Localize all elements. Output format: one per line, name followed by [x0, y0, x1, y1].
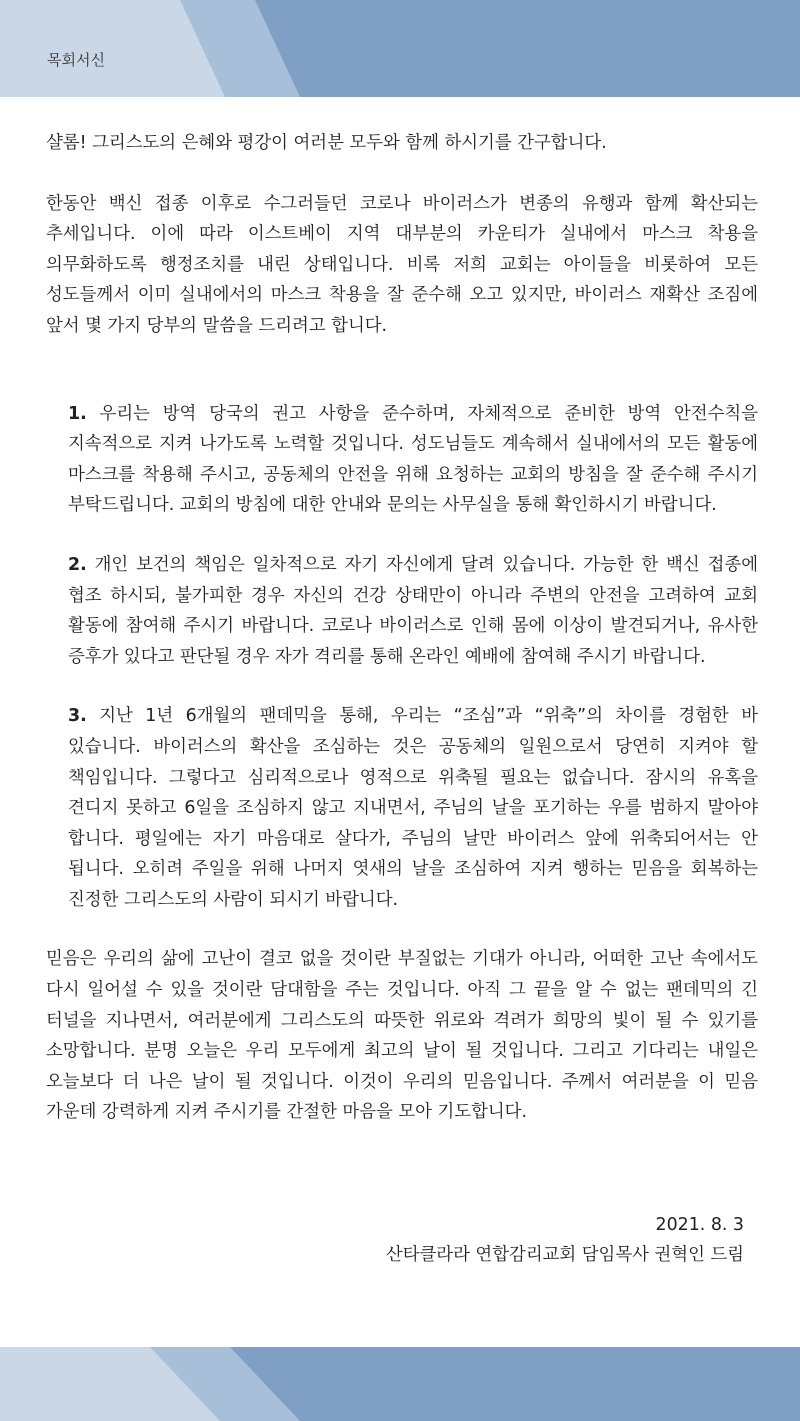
footer-banner-graphic — [0, 1347, 800, 1421]
item-text: 우리는 방역 당국의 권고 사항을 준수하며, 자체적으로 준비한 방역 안전수칙을 지속적으로 지켜 나가도록 노력할 것입니다. 성도님들도 계속해서 실내에서의 모든 활동에 마스크를 착용해 주시고, 공동체의 안전을 위해 요청하는 교회의 방침을 잘 준수해 주시기 부탁드립니다. 교회의 방침에 대한 안내와 문의는 사무실을 통해 확인하시기 바랍니다. — [68, 403, 758, 516]
item-number: 3. — [68, 706, 87, 727]
list-item — [68, 399, 758, 521]
header-banner-graphic — [0, 0, 800, 97]
header-banner — [0, 0, 800, 97]
item-text: 개인 보건의 책임은 일차적으로 자기 자신에게 달려 있습니다. 가능한 한 백신 접종에 협조 하시되, 불가피한 경우 자신의 건강 상태만이 아니라 주변의 안전을 고려하여 교회 활동에 참여해 주시기 바랍니다. 코로나 바이러스로 인해 몸에 이상이 발견되거나, 유사한 증후가 있다고 판단될 경우 자가 격리를 통해 온라인 예배에 참여해 주시기 바랍니다. — [68, 554, 758, 667]
request-list — [46, 399, 758, 916]
item-number: 2. — [68, 554, 87, 575]
item-text: 지난 1년 6개월의 팬데믹을 통해, 우리는 “조심”과 “위축”의 차이를 경험한 바 있습니다. 바이러스의 확산을 조심하는 것은 공동체의 일원으로서 당연히 지켜야 할 책임입니다. 그렇다고 심리적으로나 영적으로 위축될 필요는 없습니다. 잠시의 유혹을 견디지 못하고 6일을 조심하지 않고 지내면서, 주님의 날을 포기하는 우를 범하지 말아야 합니다. 평일에는 자기 마음대로 살다가, 주님의 날만 바이러스 앞에 위축되어서는 안 됩니다. 오히려 주일을 위해 나머지 엿새의 날을 조심하여 지켜 행하는 믿음을 회복하는 진정한 그리스도의 사람이 되시기 바랍니다. — [68, 706, 759, 910]
letter-signature: 산타클라라 연합감리교회 담임목사 권혁인 드림 — [385, 1245, 744, 1265]
letter-intro: 한동안 백신 접종 이후로 수그러들던 코로나 바이러스가 변종의 유행과 함께 확산되는 추세입니다. 이에 따라 이스트베이 지역 대부분의 카운티가 실내에서 마스크 착용을 의무화하도록 행정조치를 내린 상태입니다. 비록 저희 교회는 아이들을 비롯하여 모든 성도들께서 이미 실내에서의 마스크 착용을 잘 준수해 오고 있지만, 바이러스 재확산 조짐에 앞서 몇 가지 당부의 말씀을 드리려고 합니다. — [46, 193, 758, 336]
letter-closing: 믿음은 우리의 삶에 고난이 결코 없을 것이란 부질없는 기대가 아니라, 어떠한 고난 속에서도 다시 일어설 수 있을 것이란 담대함을 주는 것입니다. 아직 그 끝을 알 수 없는 팬데믹의 긴 터널을 지나면서, 여러분에게 그리스도의 따뜻한 위로와 격려가 희망의 빛이 될 수 있기를 소망합니다. 분명 오늘은 우리 모두에게 최고의 날이 될 것입니다. 그리고 기다리는 내일은 오늘보다 더 나은 날이 될 것입니다. 이것이 우리의 믿음입니다. 주께서 여러분을 이 믿음 가운데 강력하게 지켜 주시기를 간절한 마음을 모아 기도합니다. — [46, 949, 758, 1123]
letter-greeting: 샬롬! 그리스도의 은혜와 평강이 여러분 모두와 함께 하시기를 간구합니다. — [46, 133, 607, 153]
letter-body — [46, 128, 758, 1128]
list-item — [68, 550, 758, 672]
letter-date: 2021. 8. 3 — [655, 1215, 744, 1235]
list-item — [68, 701, 758, 915]
letter-signoff — [386, 1210, 744, 1270]
footer-banner — [0, 1347, 800, 1421]
header-title: 목회서신 — [47, 51, 105, 69]
item-number: 1. — [68, 403, 87, 424]
